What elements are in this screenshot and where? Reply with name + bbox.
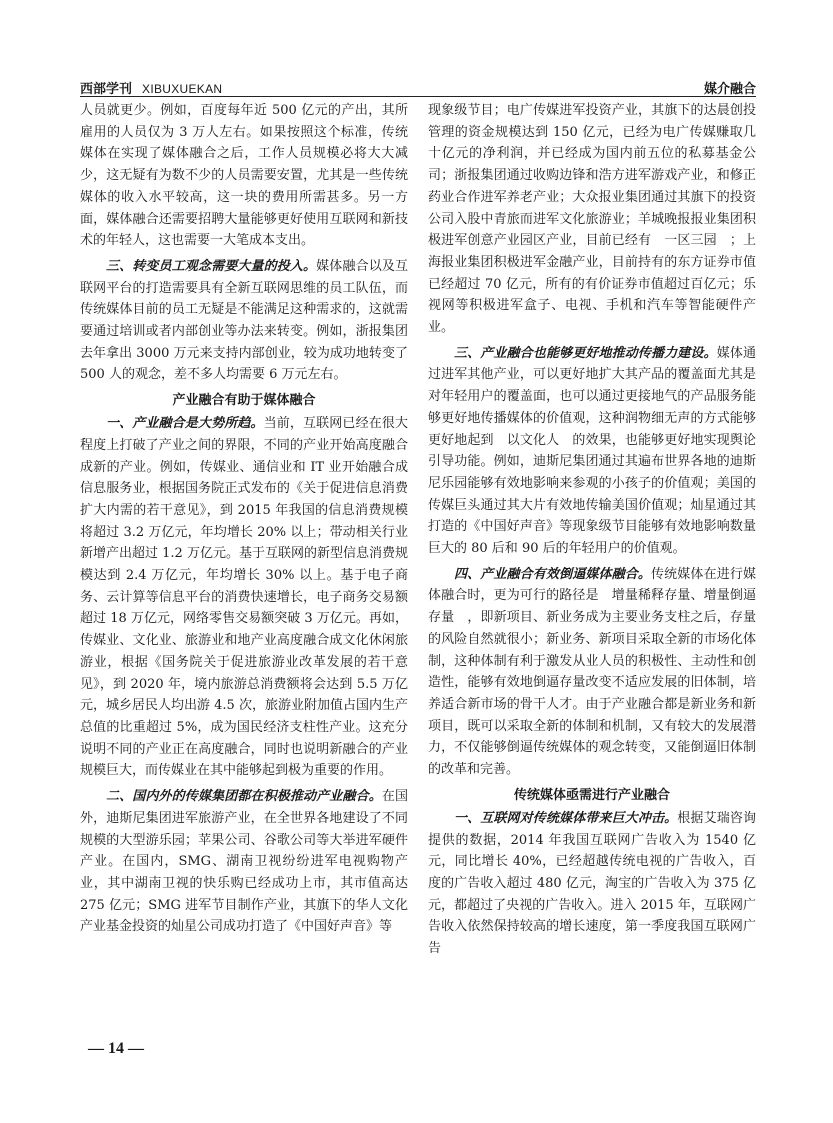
- journal-name-cn: 西部学刊: [80, 82, 133, 97]
- paragraph-lead: 三、产业融合也能够更好地推动传播力建设。: [454, 345, 717, 361]
- paragraph-body: 传统媒体在进行媒体融合时，更为可行的路径是 增量稀释存量、增量倒逼存量 ，即新项目、新业务成为主要业务支柱之后，存量的风险自然就很小；新业务、新项目采取全新的市场化体制，这种体制有利于激发从业人员的积极性、主动性和创造性，能够有效地倒逼存量改变不适应发展的旧体制，培养适合新市场的骨干人才。由于产业融合都是新业务和新项目，既可以采取全新的体制和机制，又有较大的发展潜力，不仅能够倒逼传统媒体的观念转变，又能倒逼旧体制的改革和完善。: [428, 566, 756, 778]
- paragraph: [80, 413, 422, 782]
- paragraph-body: 媒体通过进军其他产业，可以更好地扩大其产品的覆盖面尤其是对年轻用户的覆盖面，也可以通过更接地气的产品服务能够更好地传播媒体的价值观，这种润物细无声的方式能够更好地起到 以文化人 的效果，也能够更好地实现舆论引导功能。例如，迪斯尼集团通过其遍布世界各地的迪斯尼乐园能够有效地影响来参观的小孩子的价值观；美国的传媒巨头通过其大片有效地传输美国价值观；灿星通过其打造的《中国好声音》等现象级节目能够有效地影响数量巨大的 80 后和 90 后的年轻用户的价值观。: [428, 345, 756, 557]
- paragraph-lead: 一、互联网对传统媒体带来巨大冲击。: [454, 810, 678, 826]
- page-header: [80, 76, 756, 96]
- page-number: — 14 —: [88, 1040, 144, 1057]
- paragraph: 人员就更少。例如，百度每年近 500 亿元的产出，其所雇用的人员仅为 3 万人左右。如果按照这个标准，传统媒体在实现了媒体融合之后，工作人员规模必将大大减少，这无疑有为数不少的人员需要安置，尤其是一些传统媒体的收入水平较高，这一块的费用所需甚多。另一方面，媒体融合还需要招聘大量能够更好使用互联网和新技术的年轻人，这也需要一大笔成本支出。: [80, 103, 408, 249]
- paragraph-lead: 二、国内外的传媒集团都在积极推动产业融合。: [106, 789, 382, 805]
- paragraph-lead: 一、产业融合是大势所趋。: [106, 416, 264, 432]
- section-heading: 产业融合有助于媒体融合: [172, 393, 316, 409]
- left-column: [80, 100, 422, 938]
- paragraph: [428, 808, 756, 960]
- journal-name-en: XIBUXUEKAN: [142, 82, 223, 96]
- paragraph-body: 在国外，迪斯尼集团进军旅游产业，在全世界各地建设了不同规模的大型游乐园；苹果公司、谷歌公司等大举进军硬件产业。在国内，SMG、湖南卫视纷纷进军电视购物产业，其中湖南卫视的快乐购已经成功上市，其市值高达 275 亿元；SMG 进军节目制作产业，其旗下的华人文化产业基金投资的灿星公司成功打造了《中国好声音》等: [80, 789, 408, 935]
- section-heading: 传统媒体亟需进行产业融合: [513, 787, 670, 803]
- paragraph-body: 当前，互联网已经在很大程度上打破了产业之间的界限，不同的产业开始高度融合成新的产业。例如，传媒业、通信业和 IT 业开始融合成 信息服务业，根据国务院正式发布的《关于促进信息消费扩大内需的若干意见》，到 2015 年我国的信息消费规模将超过 3.2 万亿元，年均增长 20% 以上；带动相关行业新增产出超过 1.2 万亿元。基于互联网的新型信息消费规模达到 2.4 万亿元，年均增长 30% 以上。基于电子商务、云计算等信息平台的消费快速增长，电子商务交易额超过 18 万亿元，网络零售交易额突破 3 万亿元。再如，传媒业、文化业、旅游业和地产业高度融合成文化休闲旅游业，根据《国务院关于促进旅游业改革发展的若干意见》，到 2020 年，境内旅游总消费额将会达到 5.5 万亿元，城乡居民人均出游 4.5 次，旅游业附加值占国内生产总值的比重超过 5%，成为国民经济支柱性产业。这充分说明不同的产业正在高度融合，同时也说明新融合的产业规模巨大，而传媒业在其中能够起到极为重要的作用。: [80, 416, 422, 779]
- paragraph: [428, 343, 756, 560]
- journal-title: [80, 78, 222, 97]
- paragraph-body: 根据艾瑞咨询提供的数据，2014 年我国互联网广告收入为 1540 亿元，同比增长 40%，已经超越传统电视的广告收入，百度的广告收入超过 480 亿元，淘宝的广告收入为 375 亿元，都超过了央视的广告收入。进入 2015 年，互联网广告收入依然保持较高的增长速度，第一季度我国互联网广告: [428, 810, 756, 957]
- paragraph-lead: 三、转变员工观念需要大量的投入。: [106, 258, 317, 274]
- section-title: 媒介融合: [703, 82, 756, 97]
- paragraph-lead: 四、产业融合有效倒逼媒体融合。: [454, 566, 652, 582]
- header-rule: [80, 96, 756, 97]
- paragraph: [80, 786, 408, 938]
- paragraph-body: 媒体融合以及互联网平台的打造需要具有全新互联网思维的员工队伍，而传统媒体目前的员工无疑是不能满足这种需求的，这就需要通过培训或者内部创业等办法来转变。例如，浙报集团去年拿出 3000 万元来支持内部创业，较为成功地转变了 500 人的观念，差不多人均需要 6 万元左右。: [80, 258, 408, 383]
- paragraph: 现象级节目；电广传媒进军投资产业，其旗下的达晨创投管理的资金规模达到 150 亿元，已经为电广传媒赚取几十亿元的净利润，并已经成为国内前五位的私募基金公司；浙报集团通过收购边锋和浩方进军游戏产业，和修正药业合作进军养老产业；大众报业集团通过其旗下的投资公司入股中青旅而进军文化旅游业；羊城晚报报业集团积极进军创意产业园区产业，目前已经有 一区三园 ；上海报业集团积极进军金融产业，目前持有的东方证券市值已经超过 70 亿元，所有的有价证券市值超过百亿元；乐视网等积极进军盒子、电视、手机和汽车等智能硬件产业。: [428, 103, 756, 336]
- paragraph: [428, 564, 756, 781]
- paragraph: [80, 256, 408, 386]
- right-column: [428, 100, 756, 960]
